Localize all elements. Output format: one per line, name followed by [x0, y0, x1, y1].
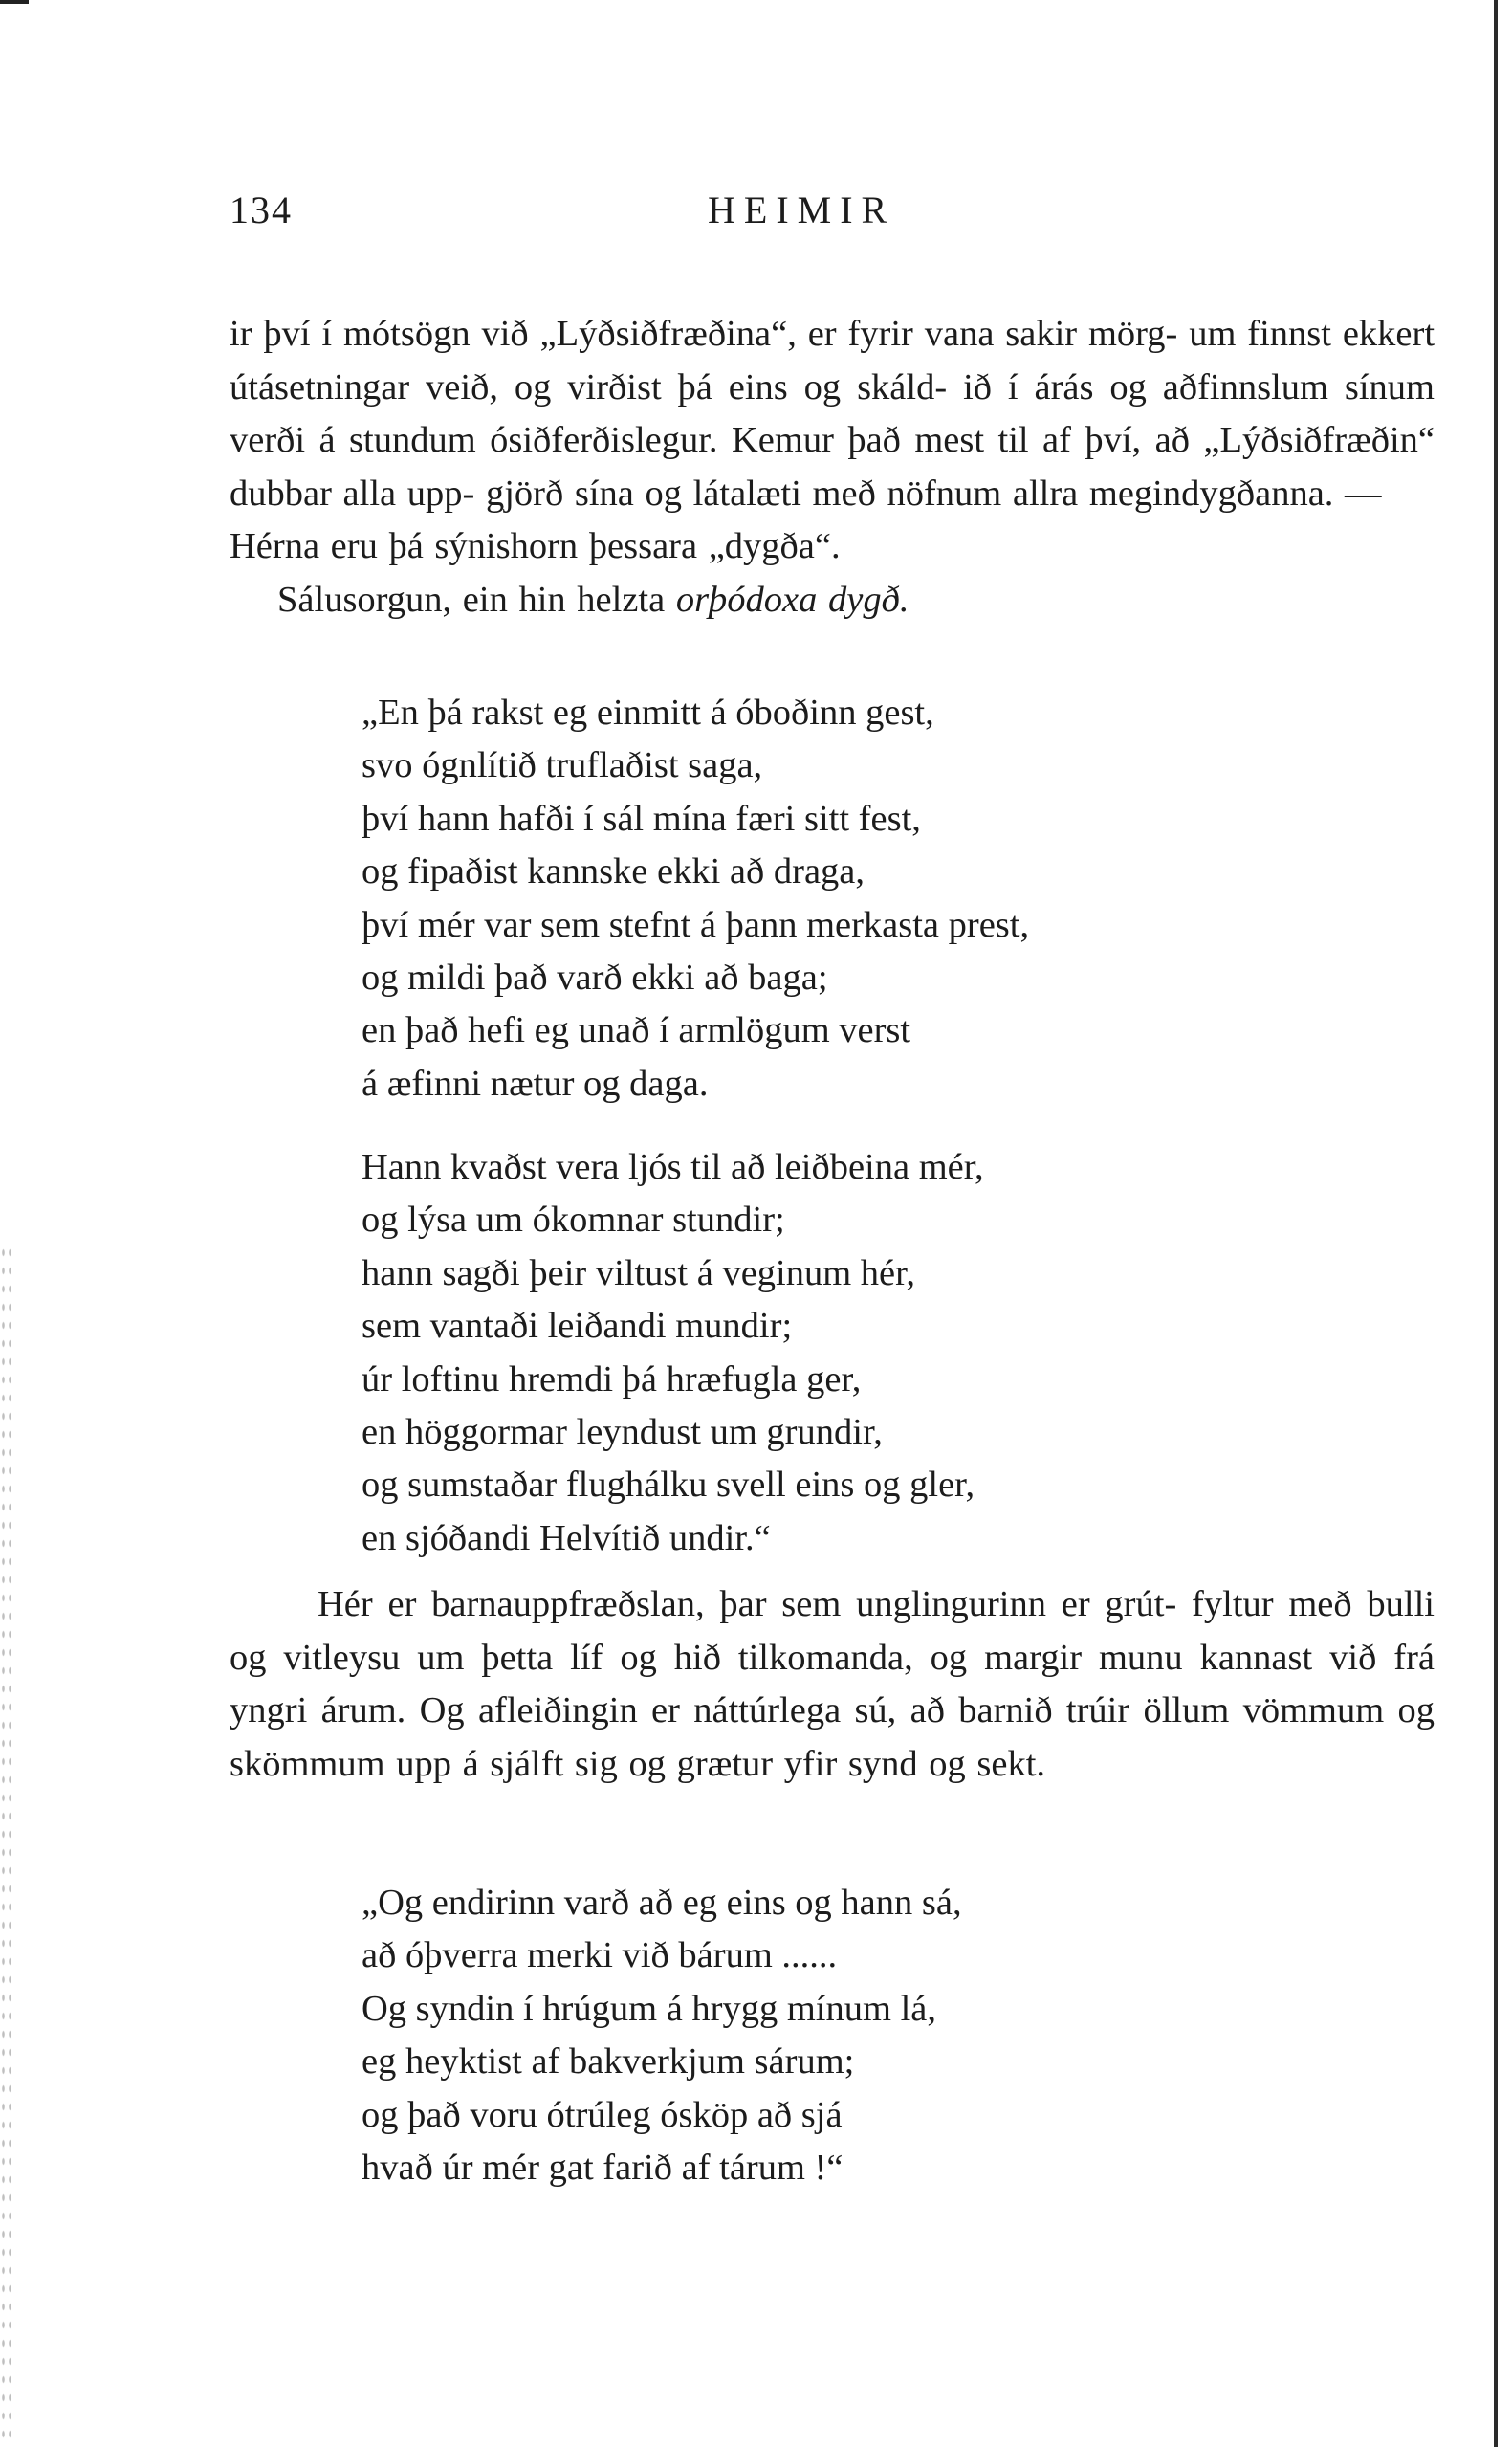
binding-speckles [0, 1244, 13, 2439]
verse-line: og það voru ótrúleg ósköp að sjá [362, 2094, 843, 2135]
poem-stanza-3 [362, 1877, 962, 2194]
intro-text-block [230, 308, 1435, 628]
verse-line: sem vantaði leiðandi mundir; [362, 1306, 793, 1347]
text-line: ið í árás og aðfinnslum sínum verði á stundum ósiðferðislegur. [230, 366, 1435, 461]
intro-paragraph [230, 308, 1435, 574]
verse-line: því hann hafði í sál mína færi sitt fest, [362, 798, 921, 839]
verse-line: eg heyktist af bakverkjum sárum; [362, 2041, 855, 2083]
poem-stanza-1 [362, 687, 1029, 1111]
text-line: Kemur það mest til af því, að „Lýðsiðfræðin“ dubbar alla upp- [230, 420, 1435, 514]
verse-line: hann sagði þeir viltust á veginum hér, [362, 1252, 916, 1293]
verse-line: „En þá rakst eg einmitt á óboðinn gest, [362, 693, 934, 733]
text-line: Hér er barnauppfræðslan, þar sem unglingurinn er grút- [318, 1584, 1177, 1624]
verse-line: og sumstaðar flughálku svell eins og gler, [362, 1465, 975, 1506]
verse-line: á æfinni nætur og daga. [362, 1063, 709, 1104]
salusorgun-line [230, 574, 1435, 628]
corner-mark [0, 0, 29, 15]
page-header [230, 187, 1431, 245]
verse-line: því mér var sem stefnt á þann merkasta prest, [362, 904, 1030, 945]
salusorgun-text: Sálusorgun, ein hin helzta [277, 579, 666, 620]
page-edge-rule [1494, 0, 1498, 2447]
poem-stanza-2 [362, 1141, 984, 1565]
text-line: fyltur með bulli og vitleysu um þetta líf og hið tilkomanda, og [230, 1584, 1435, 1678]
verse-line: og mildi það varð ekki að baga; [362, 958, 828, 999]
text-line: margir munu kannast við frá yngri árum. Og afleiðingin er [230, 1637, 1435, 1731]
text-line: náttúrlega sú, að barnið trúir öllum vömmum og skömmum [230, 1690, 1435, 1784]
text-line: ir því í mótsögn við „Lýðsiðfræðina“, er fyrir vana sakir mörg- [230, 314, 1178, 354]
verse-line: Og syndin í hrúgum á hrygg mínum lá, [362, 1988, 936, 2029]
middle-text-block [230, 1578, 1435, 1791]
middle-paragraph [230, 1578, 1435, 1791]
verse-line: svo ógnlítið truflaðist saga, [362, 745, 763, 786]
text-line: um finnst ekkert útásetningar veið, og virðist þá eins og skáld- [230, 314, 1435, 408]
verse-line: og fipaðist kannske ekki að draga, [362, 851, 866, 893]
salusorgun-italic: orþódoxa dygð. [675, 579, 909, 620]
text-line: upp á sjálft sig og grætur yfir synd og sekt. [396, 1743, 1046, 1784]
page-number: 134 [230, 188, 293, 231]
verse-line: en það hefi eg unað í armlögum verst [362, 1010, 911, 1051]
text-line: gjörð sína og látalæti með nöfnum allra megindygðanna. — [485, 473, 1382, 514]
verse-line: að óþverra merki við bárum ...... [362, 1935, 838, 1976]
verse-line: úr loftinu hremdi þá hræfugla ger, [362, 1358, 862, 1400]
verse-line: en höggormar leyndust um grundir, [362, 1412, 883, 1453]
verse-line: og lýsa um ókomnar stundir; [362, 1200, 785, 1241]
verse-line: hvað úr mér gat farið af tárum !“ [362, 2148, 844, 2189]
verse-line: Hann kvaðst vera ljós til að leiðbeina mér, [362, 1147, 984, 1187]
text-line: Hérna eru þá sýnishorn þessara „dygða“. [230, 526, 841, 567]
verse-line: en sjóðandi Helvítið undir.“ [362, 1517, 771, 1558]
running-title: HEIMIR [708, 188, 896, 231]
verse-line: „Og endirinn varð að eg eins og hann sá, [362, 1883, 962, 1923]
